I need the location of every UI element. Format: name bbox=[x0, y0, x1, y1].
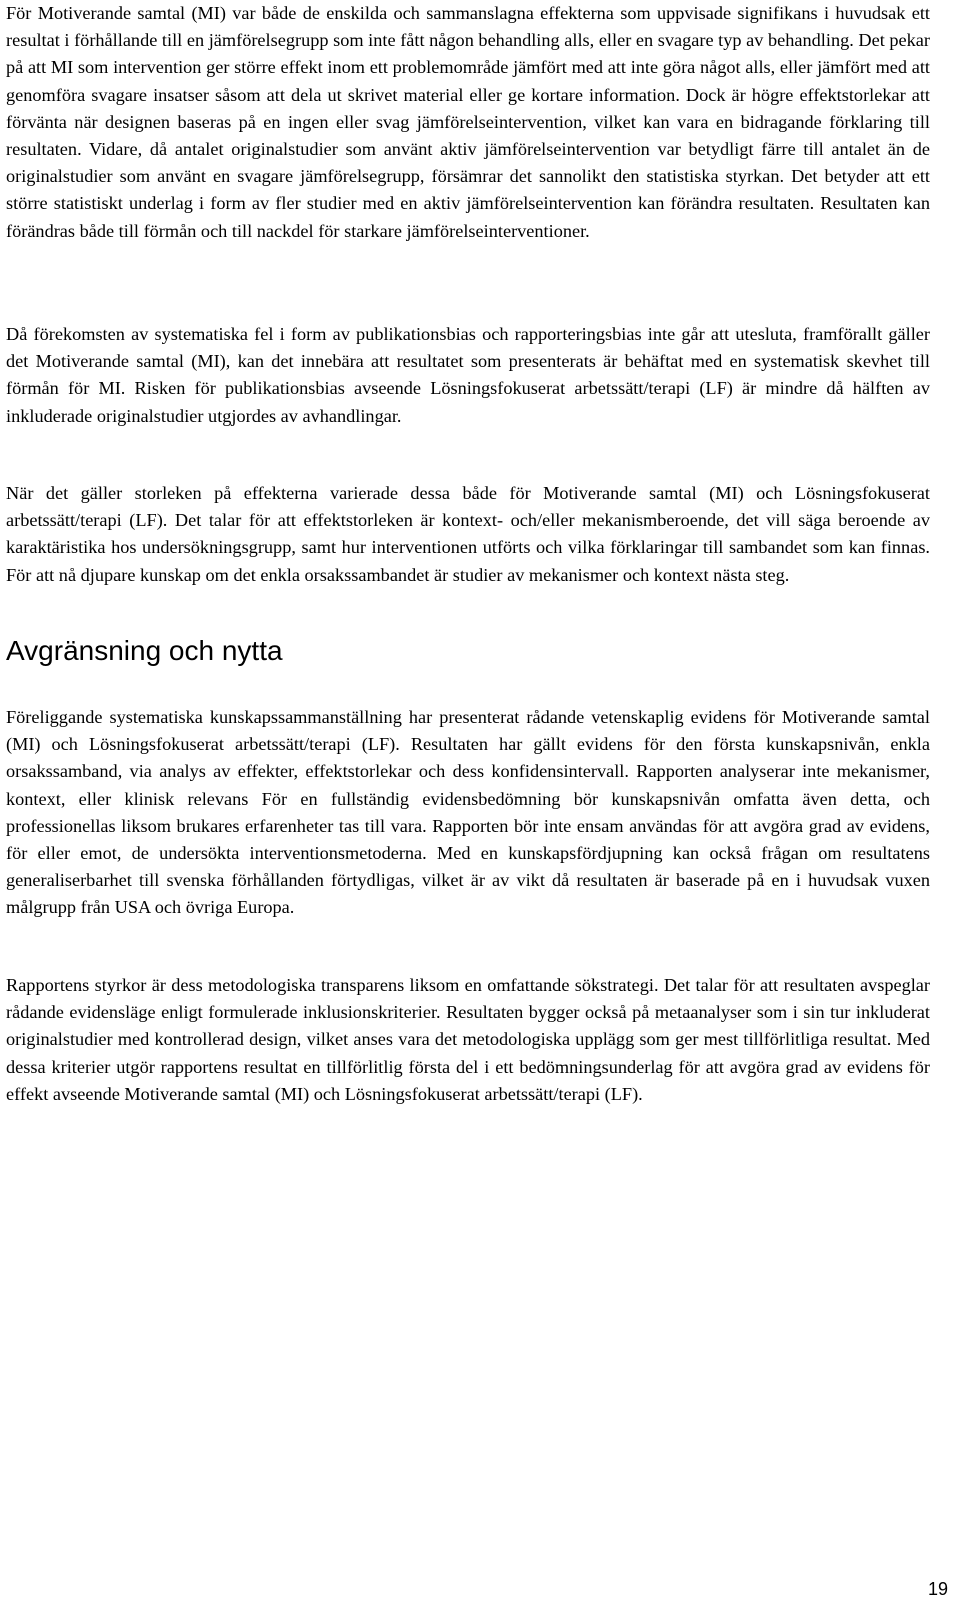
paragraph-strengths: Rapportens styrkor är dess metodologiska transparens liksom en omfattande sökstrategi. Det talar för att resultaten avspeglar rådande evidensläge enligt formulerade inklusionskriterier. Resultaten bygger också på metaanalyser som i sin tur inkluderat originalstudier med kontrollerad design, vilket anses vara det metodologiska upplägg som ger mest tillförlitliga resultat. Med dessa kriterier utgör rapportens resultat en tillförlitlig första del i ett bedömningsunderlag för att avgöra grad av evidens för effekt avseende Motiverande samtal (MI) och Lösningsfokuserat arbetssätt/terapi (LF). bbox=[6, 975, 930, 1104]
section-heading: Avgränsning och nytta bbox=[6, 635, 283, 666]
paragraph-scope: Föreliggande systematiska kunskapssammanställning har presenterat rådande vetenskaplig evidens för Motiverande samtal (MI) och Lösningsfokuserat arbetssätt/terapi (LF). Resultaten har gällt evidens för den första kunskapsnivån, enkla orsakssamband, via analys av effekter, effektstorlekar och dess konfidensintervall. Rapporten analyserar inte mekanismer, kontext, eller klinisk relevans För en fullständig evidensbedömning bör kunskapsnivån omfatta även detta, och professionellas liksom brukares erfarenheter tas till vara. Rapporten bör inte ensam användas för att avgöra grad av evidens, för eller emot, de undersökta interventionsmetoderna. Med en kunskapsfördjupning kan också frågan om resultatens generaliserbarhet till svenska förhållanden förtydligas, vilket är av vikt då resultaten är baserade på en i huvudsak vuxen målgrupp från USA och övriga Europa. bbox=[6, 707, 930, 918]
paragraph-mi-results: För Motiverande samtal (MI) var både de enskilda och sammanslagna effekterna som uppvisade signifikans i huvudsak ett resultat i förhållande till en jämförelsegrupp som inte fått någon behandling alls, eller en svagare typ av behandling. Det pekar på att MI som intervention ger större effekt inom ett problemområde jämfört med att inte göra något alls, eller jämfört med att genomföra svagare insatser såsom att dela ut skrivet material eller ge kortare information. Dock är högre effektstorlekar att förvänta när designen baseras på en ingen eller svag jämförelseintervention, vilket kan vara en bidragande förklaring till resultaten. Vidare, då antalet originalstudier som använt aktiv jämförelseintervention var betydligt färre till antalet än de originalstudier som använt en svagare jämförelsegrupp, försämrar det sannolikt den statistiska styrkan. Det betyder att ett större statistiskt underlag i form av fler studier med en aktiv jämförelseintervention kan förändra resultaten. Resultaten kan förändras både till förmån och till nackdel för starkare jämförelseinterventioner. bbox=[6, 3, 930, 241]
page-number: 19 bbox=[927, 1579, 948, 1599]
paragraph-publication-bias: Då förekomsten av systematiska fel i form av publikationsbias och rapporteringsbias inte går att utesluta, framförallt gäller det Motiverande samtal (MI), kan det innebära att resultatet som presenterats är behäftat med en systematisk skevhet till förmån för MI. Risken för publikationsbias avseende Lösningsfokuserat arbetssätt/terapi (LF) är mindre då hälften av inkluderade originalstudier utgjordes av avhandlingar. bbox=[6, 324, 930, 426]
paragraph-effect-size: När det gäller storleken på effekterna varierade dessa både för Motiverande samtal (MI) och Lösningsfokuserat arbetssätt/terapi (LF). Det talar för att effektstorleken är kontext- och/eller mekanismberoende, det vill säga beroende av karaktäristika hos undersökningsgrupp, samt hur interventionen utförts och vilka förklaringar till sambandet som kan finnas. För att nå djupare kunskap om det enkla orsakssambandet är studier av mekanismer och kontext nästa steg. bbox=[6, 483, 930, 585]
